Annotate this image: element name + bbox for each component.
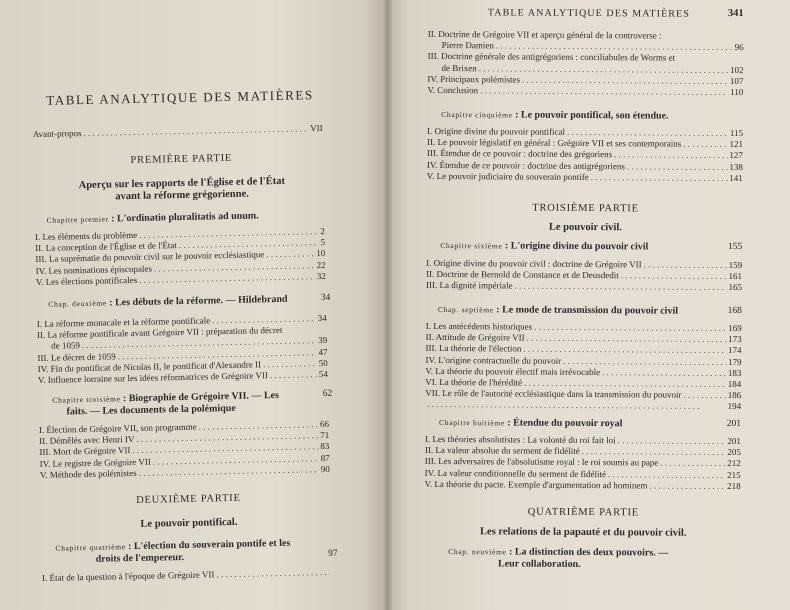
chapter-title: : L'élection du souverain pontife et les	[127, 537, 291, 553]
chapter-8-entries	[425, 434, 741, 492]
entry-text: I. Les théories absolutistes : La volonté du roi fait loi	[424, 433, 616, 446]
entry-page: 194	[727, 401, 742, 412]
entry-text: V. Le pouvoir judiciaire du souverain pontife	[426, 170, 589, 182]
entry-page: 161	[728, 271, 743, 282]
entry-page: 215	[727, 469, 741, 480]
entry-page: 174	[728, 345, 742, 356]
entry-page: 10	[316, 248, 326, 259]
chapter-title: : Étendue du pouvoir royal	[507, 417, 623, 430]
chapter-page: 34	[320, 292, 331, 304]
chapter-title: : L'ordinatio pluralitatis ad unum.	[111, 210, 259, 225]
part-title-2: DEUXIÈME PARTIE	[136, 492, 241, 506]
entry-text: III. Les adversaires de l'absolutisme royal : le roi soumis au pape	[424, 456, 659, 468]
entry-page: 2	[320, 225, 325, 237]
entry-page: 138	[729, 161, 743, 172]
entry-page: 87	[320, 452, 330, 463]
entry-page: 5	[320, 237, 326, 248]
chapter-label: Chapitre troisième	[52, 394, 121, 405]
page-number: 341	[727, 7, 744, 20]
entry-page: 102	[729, 64, 744, 75]
entry-page: 71	[320, 430, 330, 441]
entry-text: IV. Le registre de Grégoire VII	[39, 456, 151, 469]
chapter-title: : Le pouvoir pontifical, son étendue.	[515, 109, 669, 122]
chapter-label: Chapitre sixième	[440, 240, 503, 251]
entry-text: Avant-propos	[32, 128, 82, 140]
entry-page: 183	[727, 367, 742, 378]
entry-text: IV. La valeur conditionnelle du serment de fidélité	[424, 467, 607, 479]
part-heading-1-line-1: Aperçu sur les rapports de l'Église et de l'État	[78, 175, 286, 192]
chapter-label: Chap. septième	[437, 304, 494, 315]
entry-text: I. État de la question à l'époque de Grégoire VII	[41, 569, 215, 583]
part-heading-4: Les relations de la papauté et du pouvoir civil.	[480, 526, 687, 539]
entry-page: 110	[730, 87, 744, 98]
toc-title: TABLE ANALYTIQUE DES MATIÈRES	[46, 87, 314, 108]
chapter-1-heading	[46, 209, 326, 227]
chapter-7-heading	[438, 304, 742, 318]
entry-text: I. Élection de Grégoire VII, son programme	[38, 421, 197, 436]
entry-page: 127	[729, 150, 743, 161]
chapter-3-entries	[39, 419, 330, 481]
chapter-6-heading	[440, 240, 742, 254]
entry-text: IV. Les nominations épiscopales	[35, 263, 153, 276]
chapter-label: Chapitre quatrième	[55, 542, 126, 553]
entry-text: VII. Le rôle de l'autorité ecclésiastique dans la transmission du pouvoir	[425, 388, 682, 400]
entry-text: VI. La théorie de l'hérédité	[425, 376, 523, 388]
entry-text: IV. Fin du pontificat de Nicolas II, le pontificat d'Alexandre II	[37, 359, 262, 374]
chapter-5-entries	[427, 126, 743, 184]
entry-text: V. Les élections pontificales	[35, 274, 138, 287]
chapter-label: Chap. neuvième	[448, 547, 507, 557]
entry-text: II. Doctrine de Grégoire VII et aperçu général de la controverse :	[427, 28, 662, 41]
entry-text: III. Mort de Grégoire VII	[39, 445, 131, 458]
entry-text: II. Attitude de Grégoire VII	[425, 332, 525, 343]
chapter-title-line-2: droits de l'empereur.	[95, 551, 185, 565]
chapter-title: : L'origine divine du pouvoir civil	[504, 240, 649, 253]
entry-text: II. Le pouvoir législatif en général : Grégoire VII et ses contemporains	[426, 137, 682, 149]
chapter-4-heading	[55, 537, 337, 566]
entry-text: II. La valeur absolue du serment de fidélité	[424, 445, 580, 457]
toc-entry[interactable]	[42, 567, 332, 584]
part-title-4: QUATRIÈME PARTIE	[527, 506, 640, 519]
entry-page: 39	[318, 335, 328, 346]
part-title-1: PREMIÈRE PARTIE	[130, 152, 233, 167]
entry-text: I. Origine divine du pouvoir pontifical	[427, 125, 566, 137]
entry-page: 90	[320, 463, 330, 474]
chapter-2-heading	[48, 293, 330, 311]
chapter-title-line-2: Leur collaboration.	[498, 558, 581, 570]
entry-text: II. La réforme pontificale avant Grégoire VII : préparation du décret	[36, 325, 283, 341]
entry-page: 165	[728, 282, 743, 293]
entry-page: 186	[727, 390, 742, 401]
entry-text: V. La théorie du pacte. Exemple d'argumentation ad hominem	[424, 478, 648, 491]
entry-page: 179	[727, 356, 742, 367]
chapter-3-heading	[52, 389, 332, 419]
entry-text: de 1059	[51, 340, 81, 352]
book-gutter	[384, 0, 392, 610]
chapter-page: 155	[727, 241, 743, 253]
top-entries	[427, 29, 743, 98]
chapter-title: : Le mode de transmission du pouvoir civil	[496, 304, 679, 317]
right-page	[388, 0, 790, 610]
entry-text: III. Doctrine générale des antigrégoriens : conciliabules de Worms et	[427, 51, 676, 64]
chapter-title-line-2: faits. — Les documents de la polémique	[66, 402, 236, 418]
entry-page: 205	[727, 447, 741, 458]
entry-text: III. La théorie de l'élection	[425, 343, 522, 354]
entry-page: 54	[318, 368, 328, 380]
entry-page: 173	[728, 334, 742, 345]
chapter-page: 201	[726, 418, 742, 430]
chapter-1-entries	[35, 226, 326, 288]
part-heading-2: Le pouvoir pontifical.	[140, 516, 238, 530]
entry-page: VII	[310, 122, 323, 134]
entry-page: 169	[728, 322, 742, 334]
entry-text: III. Étendue de ce pouvoir : doctrine des grégoriens	[426, 148, 613, 160]
entry-page: 141	[729, 172, 743, 183]
entry-page: 184	[727, 379, 742, 390]
chapter-title: : Biographie de Grégoire VII. — Les	[122, 389, 280, 405]
chapter-label: Chapitre cinquième	[441, 109, 513, 120]
entry-text: II. Doctrine de Bernold de Constance et de Deusdedit	[426, 269, 619, 281]
toc-entry[interactable]	[427, 85, 743, 98]
entry-text: V. Influence lorraine sur les idées réformatrices de Grégoire VII	[37, 370, 269, 386]
toc-entry[interactable]	[425, 479, 741, 492]
entry-text: V. Méthode des polémistes	[39, 467, 137, 480]
entry-text: III. La suprématie du pouvoir civil sur le pouvoir ecclésiastique	[35, 249, 265, 265]
entry-page: 22	[316, 259, 326, 270]
chapter-6-entries	[426, 258, 742, 294]
toc-entry-avant-propos[interactable]	[33, 123, 323, 140]
entry-page: 212	[727, 458, 741, 469]
part-heading-3: Le pouvoir civil.	[548, 221, 622, 234]
entry-page: 115	[729, 128, 744, 139]
entry-text: V. La théorie du pouvoir électif mais irrévocable	[425, 365, 601, 377]
entry-text: IV. Étendue de ce pouvoir : doctrine des antigrégoriens	[426, 159, 625, 171]
entry-page: 47	[318, 346, 328, 357]
chapter-9-heading	[448, 546, 740, 572]
entry-text: de Brixen	[441, 62, 477, 73]
entry-page: 96	[734, 42, 744, 53]
part-heading-1-line-2: avant la réforme grégorienne.	[115, 188, 249, 203]
part-title-3: TROISIÈME PARTIE	[532, 202, 639, 215]
toc-entry[interactable]	[427, 171, 743, 184]
right-page-content	[424, 0, 746, 570]
chapter-label: Chap. deuxième	[48, 298, 107, 309]
left-page	[0, 0, 388, 610]
entry-page: 66	[319, 418, 330, 430]
chapter-4-entries	[42, 567, 332, 584]
entry-text: III. La dignité impériale	[425, 280, 513, 291]
chapter-page: 168	[727, 305, 742, 317]
entry-text: Pierre Damien	[441, 40, 494, 51]
entry-page: 83	[320, 441, 330, 452]
entry-page: 121	[729, 139, 744, 150]
entry-page: 50	[318, 357, 328, 368]
chapter-page: 62	[322, 388, 333, 400]
toc-entry-continuation[interactable]	[425, 399, 741, 412]
entry-text: IV. L'origine contractuelle du pouvoir	[425, 354, 562, 366]
entry-text: V. Conclusion	[427, 84, 479, 96]
entry-page: 107	[729, 75, 744, 86]
chapter-2-entries	[37, 313, 328, 386]
running-head: TABLE ANALYTIQUE DES MATIÈRES	[487, 7, 690, 20]
entry-page: 32	[316, 270, 326, 281]
entry-text: I. Origine divine du pouvoir civil : doctrine de Grégoire VII	[426, 257, 642, 270]
entry-page: 201	[727, 435, 741, 447]
entry-text: III. Le décret de 1059	[37, 350, 116, 363]
chapter-label: Chapitre huitième	[439, 417, 505, 428]
entry-text: IV. Principaux polémistes	[427, 73, 521, 85]
part-heading-1	[34, 175, 330, 205]
entry-text: II. La conception de l'Église et de l'État	[35, 240, 177, 254]
left-page-content	[30, 0, 338, 583]
chapter-5-heading	[441, 109, 741, 123]
entry-text: I. La réforme monacale et la réforme pontificale	[36, 315, 211, 330]
entry-page: 159	[728, 259, 743, 271]
toc-entry[interactable]	[426, 280, 742, 293]
entry-page: 218	[727, 480, 741, 491]
chapter-8-heading	[439, 417, 741, 431]
chapter-label: Chapitre premier	[46, 214, 109, 225]
entry-page: 34	[317, 312, 327, 324]
entry-text: I. Les antécédents historiques	[425, 320, 533, 332]
chapter-7-entries	[425, 321, 742, 413]
chapter-page: 97	[328, 548, 338, 559]
entry-text: II. Démêlés avec Henri IV	[39, 434, 135, 447]
entry-text: I. Les éléments du problème	[34, 229, 138, 243]
chapter-title: : La distinction des deux pouvoirs. —	[509, 546, 669, 559]
chapter-title: : Les débuts de la réforme. — Hildebrand	[109, 293, 288, 309]
